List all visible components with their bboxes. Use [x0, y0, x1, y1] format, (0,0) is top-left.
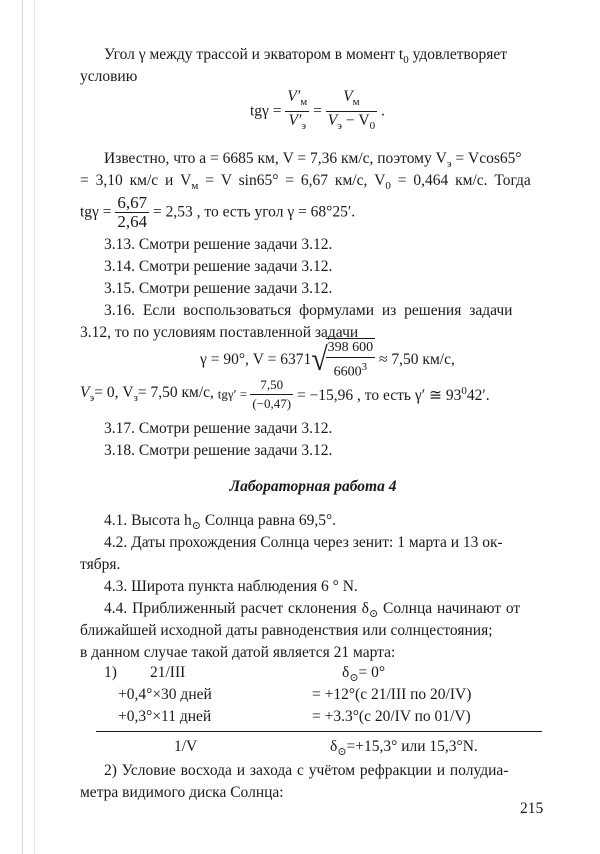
text-segment: = V sin65° = 6,67 км/с, V	[198, 172, 386, 189]
fraction-numerator: 6,67	[117, 193, 148, 212]
text-segment: 6600	[333, 364, 362, 380]
calc-row-left: +0,3°×11 дней	[118, 708, 212, 725]
text-segment	[80, 384, 214, 405]
fraction-denominator	[285, 112, 309, 135]
text-segment: Солнца начинают от	[378, 600, 521, 617]
subscript: э	[337, 120, 342, 133]
text-segment: 42′.	[466, 386, 490, 404]
text-segment	[293, 384, 490, 404]
calc-row-left: +0,4°×30 дней	[118, 686, 212, 703]
text-segment: = 7,50 км/с,	[137, 384, 214, 402]
subscript: ⊙	[337, 746, 347, 759]
eq-sign: =	[313, 102, 326, 120]
page-number: 215	[520, 800, 544, 817]
symbol: V′	[288, 112, 302, 130]
list-item: 3.15. Смотри решение задачи 3.12.	[104, 280, 333, 297]
calc-row-number: 1)	[104, 664, 117, 681]
superscript: 3	[361, 361, 368, 373]
text-segment: δ	[342, 664, 350, 681]
symbol: V′	[287, 88, 301, 105]
fraction-denominator: 2,64	[117, 212, 148, 231]
text-segment: − V	[341, 112, 370, 130]
subscript: 0	[369, 120, 376, 133]
text-line: ближайшей исходной даты равноденствия или солнцестояния;	[80, 622, 493, 639]
eq-rhs: = −15,96 , то есть γ′ ≅ 93	[293, 386, 462, 404]
list-item: 3.18. Смотри решение задачи 3.12.	[104, 442, 333, 459]
calc-result-date: 1/V	[174, 738, 198, 755]
fraction-numerator	[285, 88, 309, 112]
scan-edge-line	[22, 0, 23, 854]
fraction-numerator	[326, 88, 377, 112]
text-line: 3.12, то по условиям поставленной задачи	[80, 324, 359, 341]
text-segment: = 0, V	[94, 384, 134, 402]
eq-lhs: tgγ =	[80, 203, 116, 221]
subscript: з	[133, 392, 138, 405]
scan-edge-line	[34, 0, 35, 854]
text-segment: 4.4. Приближенный расчет склонения δ	[104, 600, 369, 617]
subscript: м	[300, 96, 308, 109]
list-item: 3.14. Смотри решение задачи 3.12.	[104, 258, 333, 275]
text-line	[80, 172, 531, 192]
subscript: ⊙	[349, 672, 359, 685]
eq-rhs: = 2,53 , то есть угол γ = 68°25′.	[153, 203, 356, 221]
text-line: метра видимого диска Солнца:	[80, 784, 284, 801]
symbol: V	[343, 88, 353, 105]
text-line: в данном случае такой датой является 21 марта:	[80, 644, 396, 661]
eq-rhs: ≈ 7,50 км/с,	[375, 350, 455, 368]
subscript: ⊙	[191, 520, 201, 533]
calc-result-value	[330, 738, 478, 758]
list-item	[104, 512, 336, 532]
subscript: э	[446, 158, 452, 171]
text-line	[104, 150, 522, 170]
calc-row-right: = +12°(с 21/III по 20/IV)	[312, 686, 472, 703]
sqrt-icon: √	[311, 341, 328, 378]
list-item: 4.3. Широта пункта наблюдения 6 ° N.	[104, 578, 358, 595]
sum-rule	[96, 731, 542, 732]
text-segment: удовлетворяет	[408, 46, 507, 63]
equation-tg-gamma-prime	[80, 376, 490, 413]
text-segment: Угол γ между трассой и экватором в момент t	[104, 46, 404, 63]
list-item: 4.2. Даты прохождения Солнца через зенит: 1 марта и 13 ок-	[104, 534, 503, 551]
list-item: 3.17. Смотри решение задачи 3.12.	[104, 420, 333, 437]
section-title: Лабораторная работа 4	[229, 478, 397, 495]
text-line: 2) Условие восхода и захода с учётом рефракции и полудиа-	[104, 762, 509, 779]
text-segment: = Vcos65°	[451, 150, 522, 167]
eq-lhs: tgγ′ =	[217, 386, 251, 402]
eq-lhs: tgγ =	[250, 102, 286, 120]
text-segment: = 3,10 км/с и V	[80, 172, 192, 189]
calc-row-right: = +3.3°(с 20/IV по 01/V)	[312, 708, 471, 725]
text-segment: δ	[330, 738, 338, 755]
equation-tg-gamma	[250, 88, 385, 135]
fraction-denominator	[326, 112, 377, 135]
text-segment: = 0°	[358, 664, 386, 681]
text-line: условию	[80, 68, 138, 85]
eq-lhs: γ = 90°, V = 6371	[200, 350, 312, 368]
equation-result	[80, 194, 355, 231]
subscript: м	[352, 96, 360, 109]
subscript: э	[301, 120, 307, 133]
text-segment: 4.1. Высота h	[104, 512, 192, 529]
fraction-numerator: 398 600	[326, 339, 376, 358]
text-segment: Известно, что a = 6685 км, V = 7,36 км/с, поэтому V	[104, 150, 447, 167]
text-line: 3.16. Если воспользоваться формулами из решения задачи	[104, 302, 513, 319]
fraction	[115, 194, 149, 231]
subscript: м	[191, 180, 199, 193]
subscript: 0	[385, 180, 391, 193]
superscript: 0	[461, 384, 467, 397]
eq-end: .	[381, 102, 385, 120]
fraction-denominator: (−0,47)	[252, 396, 292, 411]
symbol: V	[327, 112, 338, 130]
symbol: V	[80, 384, 90, 402]
text-segment: = 0,464 км/с. Тогда	[390, 172, 531, 189]
calc-row-date: 21/III	[150, 664, 186, 681]
fraction	[250, 376, 293, 413]
list-item: 3.13. Смотри решение задачи 3.12.	[104, 236, 333, 253]
list-item	[104, 600, 520, 620]
subscript: 0	[403, 54, 409, 67]
text-segment: =+15,3° или 15,3°N.	[346, 738, 478, 755]
text-line	[104, 46, 507, 66]
fraction-numerator: 7,50	[250, 376, 293, 395]
calc-row-value	[342, 664, 385, 684]
fraction	[326, 88, 377, 135]
subscript: ⊙	[368, 608, 379, 621]
fraction	[285, 88, 309, 135]
text-segment: Солнца равна 69,5°.	[201, 512, 337, 529]
text-line: тября.	[80, 556, 121, 573]
subscript: э	[89, 392, 95, 405]
